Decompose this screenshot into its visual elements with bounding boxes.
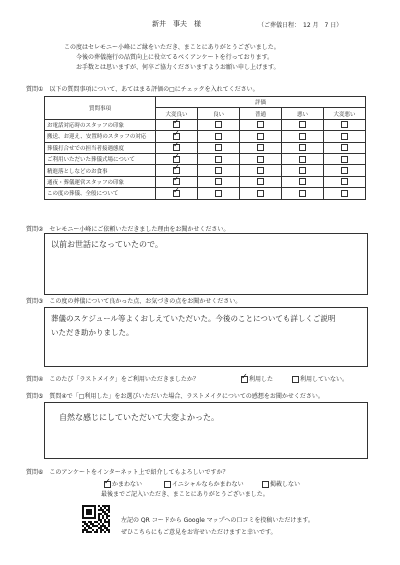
intro-line-3: お手数とは思いますが、何卒ご協力くださいますようお願い申し上げます。	[76, 64, 280, 71]
q4-option-used[interactable]	[241, 374, 273, 383]
q6-option-initials[interactable]	[164, 479, 244, 488]
q3-answer-box[interactable]	[44, 307, 368, 367]
rating-checkbox[interactable]	[173, 163, 180, 174]
rating-checkbox[interactable]	[299, 178, 306, 185]
q2-label: 質問② セレモニー小峰にご依頼いただきました理由をお聞かせください。	[26, 226, 230, 233]
rating-checkbox[interactable]	[299, 190, 306, 197]
rating-cell	[198, 176, 240, 187]
rating-cell	[156, 185, 198, 199]
rating-checkbox[interactable]	[173, 140, 180, 151]
q5-answer-box[interactable]	[44, 402, 368, 459]
rating-checkbox[interactable]	[173, 128, 180, 140]
rating-checkbox[interactable]	[299, 156, 306, 163]
rating-checkbox[interactable]	[341, 178, 348, 185]
q5-answer: 自然な感じにしていただいて大変よかった。	[59, 413, 219, 422]
rating-cell	[324, 153, 366, 164]
footer-line-1: 左記の QR コードから Google マップへの口コミを投稿いただけます。	[121, 517, 314, 524]
q4-label: 質問④ このたび「ラストメイク」をご利用いただきましたか？	[26, 376, 199, 383]
q3-label: 質問③ この度の葬儀について良かった点、お気づきの点をお聞かせください。	[26, 298, 242, 305]
evaluation-row	[45, 165, 366, 176]
rating-cell	[240, 119, 282, 130]
checkbox[interactable]	[104, 477, 111, 488]
rating-checkbox[interactable]	[215, 121, 222, 128]
rating-cell	[282, 131, 324, 142]
rating-cell	[240, 153, 282, 164]
rating-checkbox[interactable]	[299, 121, 306, 128]
checkbox[interactable]	[241, 372, 248, 383]
rating-cell	[240, 165, 282, 176]
option-label: イニシャルならかまわない	[172, 481, 244, 488]
q4-option-not-used[interactable]	[292, 374, 348, 383]
option-label: 利用した	[249, 376, 274, 383]
option-label: 利用していない。	[300, 376, 349, 383]
rating-checkbox[interactable]	[341, 190, 348, 197]
option-label: 掲載しない	[270, 481, 301, 488]
check-mark-icon: ✓	[173, 185, 180, 195]
rating-cell	[240, 188, 282, 199]
rating-cell	[324, 188, 366, 199]
qr-code-icon[interactable]	[82, 505, 110, 533]
rating-cell	[198, 188, 240, 199]
question-item: 通夜・葬儀運営スタッフの印象	[45, 176, 156, 187]
rating-checkbox[interactable]	[173, 151, 180, 163]
rating-cell	[198, 142, 240, 153]
check-mark-icon: ✓	[173, 117, 180, 127]
check-mark-icon: ✓	[241, 372, 248, 381]
rating-checkbox[interactable]	[341, 133, 348, 140]
rating-header: 良い	[198, 108, 240, 119]
rating-header: 大変良い	[156, 108, 198, 119]
rating-checkbox[interactable]	[173, 117, 180, 128]
rating-checkbox[interactable]	[341, 121, 348, 128]
rating-cell	[198, 131, 240, 142]
rating-checkbox[interactable]	[257, 156, 264, 163]
rating-cell	[324, 165, 366, 176]
rating-checkbox[interactable]	[341, 167, 348, 174]
funeral-date: （ご葬儀日程： 12 月 7 日）	[258, 22, 343, 29]
rating-cell	[282, 142, 324, 153]
q1-label: 質問① 以下の質問事項について、あてはまる評価の□にチェックを入れてください。	[26, 86, 259, 93]
rating-cell	[282, 153, 324, 164]
rating-checkbox[interactable]	[257, 178, 264, 185]
rating-checkbox[interactable]	[299, 167, 306, 174]
footer-line-2: ぜひこちらにもご意見をお寄せいただけますと幸いです。	[121, 529, 277, 536]
evaluation-row	[45, 131, 366, 142]
rating-cell	[198, 153, 240, 164]
customer-name: 新井 事夫 様	[152, 20, 201, 28]
rating-header: 普通	[240, 108, 282, 119]
rating-cell	[324, 131, 366, 142]
rating-checkbox[interactable]	[257, 133, 264, 140]
rating-checkbox[interactable]	[341, 156, 348, 163]
q5-label: 質問⑤ 質問④で「□利用した」をお選びいただいた場合、ラストメイクについての感想をお聞かせください。	[26, 393, 324, 400]
rating-cell	[282, 188, 324, 199]
col-header-eval: 評価	[156, 97, 366, 108]
check-mark-icon: ✓	[173, 174, 180, 184]
rating-checkbox[interactable]	[215, 178, 222, 185]
rating-cell	[240, 131, 282, 142]
rating-checkbox[interactable]	[257, 144, 264, 151]
check-mark-icon: ✓	[173, 140, 180, 150]
question-item: お電話対応時のスタッフの印象	[45, 119, 156, 130]
rating-checkbox[interactable]	[299, 133, 306, 140]
question-item: ご利用いただいた葬儀式場について	[45, 153, 156, 164]
q6-option-ok[interactable]	[104, 479, 142, 488]
rating-checkbox[interactable]	[215, 133, 222, 140]
rating-header: 悪い	[282, 108, 324, 119]
q6-option-no[interactable]	[262, 479, 300, 488]
question-item: 搬送、お迎え、安置時のスタッフの対応	[45, 131, 156, 142]
evaluation-table	[44, 96, 366, 200]
rating-checkbox[interactable]	[341, 144, 348, 151]
rating-checkbox[interactable]	[257, 190, 264, 197]
rating-checkbox[interactable]	[215, 190, 222, 197]
rating-cell	[324, 176, 366, 187]
evaluation-row	[45, 119, 366, 130]
question-item: この度の葬儀、全般について	[45, 188, 156, 199]
question-item: 精進落としなどのお食事	[45, 165, 156, 176]
rating-cell	[324, 119, 366, 130]
rating-checkbox[interactable]	[299, 144, 306, 151]
rating-checkbox[interactable]	[215, 144, 222, 151]
q2-answer: 以前お世話になっていたので。	[51, 240, 163, 249]
rating-cell	[240, 142, 282, 153]
check-mark-icon: ✓	[173, 128, 180, 138]
evaluation-row	[45, 153, 366, 164]
rating-checkbox[interactable]	[257, 167, 264, 174]
rating-cell	[282, 119, 324, 130]
checkbox[interactable]	[164, 481, 171, 488]
rating-cell	[198, 119, 240, 130]
check-mark-icon: ✓	[173, 163, 180, 173]
rating-cell	[324, 142, 366, 153]
rating-cell	[282, 165, 324, 176]
rating-header: 大変悪い	[324, 108, 366, 119]
q3-answer-line-2: いただき助かりました。	[51, 328, 134, 337]
rating-checkbox[interactable]	[173, 185, 180, 197]
option-label: かまわない	[112, 481, 143, 488]
rating-cell	[198, 165, 240, 176]
evaluation-row	[45, 176, 366, 187]
q2-answer-box[interactable]	[44, 233, 368, 295]
check-mark-icon: ✓	[104, 477, 111, 486]
rating-cell	[240, 176, 282, 187]
rating-checkbox[interactable]	[215, 156, 222, 163]
q3-answer-line-1: 葬儀のスケジュール等よくおしえていただいた。今後のことについても詳しくご説明	[51, 314, 336, 323]
checkbox[interactable]	[262, 481, 269, 488]
rating-checkbox[interactable]	[215, 167, 222, 174]
evaluation-row	[45, 188, 366, 199]
intro-line-2: 今後の葬儀施行の品質向上に役立てるべくアンケートを行っております。	[76, 54, 274, 61]
q6-label: 質問⑥ このアンケートをインターネット上で紹介してもよろしいですか？	[26, 469, 229, 476]
intro-line-1: この度はセレモニー小峰にご縁をいただき、まことにありがとうございました。	[64, 44, 280, 51]
col-header-item: 質問事項	[45, 97, 156, 120]
checkbox[interactable]	[292, 376, 299, 383]
rating-checkbox[interactable]	[257, 121, 264, 128]
rating-checkbox[interactable]	[173, 174, 180, 185]
closing-text: 最後までご記入いただき、まことにありがとうございました。	[101, 491, 269, 498]
check-mark-icon: ✓	[173, 151, 180, 161]
question-item: 葬儀打合せでの担当者接遇態度	[45, 142, 156, 153]
evaluation-row	[45, 142, 366, 153]
rating-cell	[282, 176, 324, 187]
